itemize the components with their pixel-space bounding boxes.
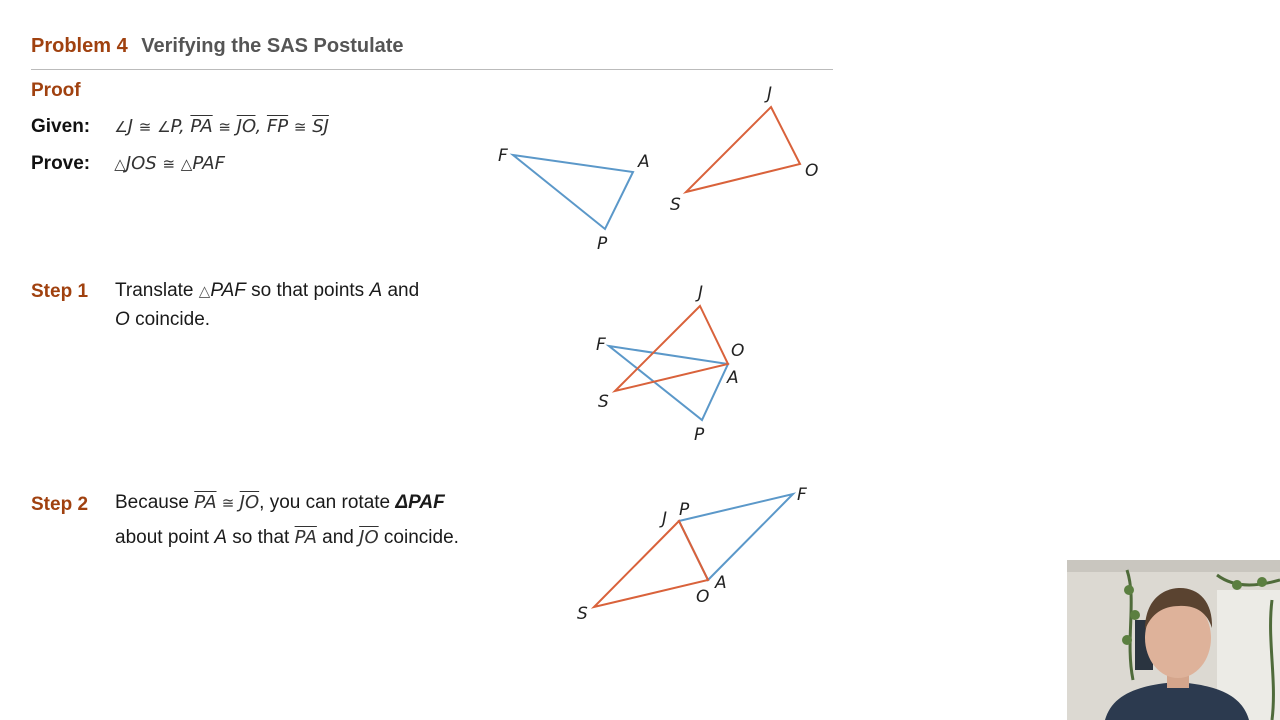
vertex-label-s: S: [577, 604, 588, 624]
webcam-overlay: [1067, 560, 1280, 720]
prove-triangle-1: JOS: [125, 153, 157, 174]
vertex-label-j: J: [662, 509, 668, 529]
step-1-triangle: PAF: [210, 280, 246, 301]
vertex-label-a: A: [638, 152, 650, 172]
step-1-text: Translate △PAF so that points A and O coincide.: [115, 280, 420, 330]
vertex-label-j: J: [698, 283, 704, 303]
given-segment-2: $\overline{JO}$: [236, 116, 256, 137]
step-2-text-f: coincide.: [383, 527, 459, 548]
step-1-text-a: Translate: [115, 280, 194, 301]
vertex-label-j: J: [767, 84, 773, 104]
problem-title: Verifying the SAS Postulate: [141, 35, 404, 57]
step-1-text-c: and: [387, 280, 420, 301]
problem-number: Problem 4: [31, 35, 128, 57]
step-2-text: Because $\overline{PA}$ ≅ $\overline{JO}$, you can rotate ΔPAF about point A so that $\overline{PA}$ and $\overline{JO}$ coincide.: [115, 492, 459, 548]
step-2-label: Step 2: [31, 494, 89, 515]
figure-step-2: [577, 485, 807, 624]
prove-label: Prove:: [31, 153, 91, 174]
vertex-label-s: S: [670, 195, 681, 215]
given-label: Given:: [31, 116, 91, 137]
step-1-label: Step 1: [31, 281, 89, 302]
step-2-text-a: Because: [115, 492, 189, 513]
vertex-label-s: S: [598, 392, 609, 412]
step-2-text-c: about point: [115, 527, 210, 548]
given-segment-3: $\overline{FP}$: [266, 116, 289, 137]
step-2-segment-2: $\overline{JO}$: [239, 492, 260, 513]
step-2-text-d: so that: [232, 527, 290, 548]
triangle-jos-step-2: [594, 521, 708, 607]
step-2-segment-1: $\overline{PA}$: [194, 492, 217, 513]
step-2-text-b: , you can rotate: [259, 492, 391, 513]
prove-triangle-2: PAF: [192, 153, 225, 174]
given-segment-1: $\overline{PA}$: [190, 116, 213, 137]
given-segment-4: $\overline{SJ}$: [312, 116, 329, 137]
proof-label: Proof: [31, 80, 81, 101]
figure-step-1: [596, 283, 744, 445]
vertex-label-p: P: [597, 234, 608, 254]
vertex-label-o: O: [731, 341, 745, 361]
given-angle-1: J: [127, 116, 134, 137]
step-2-point: A: [214, 527, 227, 548]
figure-given-triangles: [498, 84, 818, 254]
vertex-label-a: A: [727, 368, 739, 388]
vertex-label-f: F: [596, 335, 606, 355]
given-angle-2: P: [170, 116, 179, 137]
prove-statement: △JOS ≅ △PAF: [114, 153, 225, 174]
triangle-jos: [686, 107, 800, 192]
vertex-label-f: F: [797, 485, 807, 505]
vertex-label-p: P: [679, 500, 690, 520]
triangle-paf-translated: [609, 346, 728, 420]
step-1-point-2: O: [115, 309, 130, 330]
triangle-paf-rotated: [679, 494, 793, 580]
vertex-label-a: A: [715, 573, 727, 593]
step-2-segment-3: $\overline{PA}$: [294, 527, 317, 548]
vertex-label-o: O: [696, 587, 710, 607]
triangle-paf: [513, 155, 633, 229]
step-2-segment-4: $\overline{JO}$: [359, 527, 379, 548]
step-1-point-1: A: [369, 280, 383, 301]
given-statement: ∠J ≅ ∠P, $\overline{PA}$ ≅ $\overline{JO}$, $\overline{FP}$ ≅ $\overline{SJ}$: [114, 116, 329, 137]
presenter-image: [1067, 560, 1280, 720]
step-2-text-e: and: [322, 527, 354, 548]
step-2-triangle: ΔPAF: [395, 492, 445, 513]
vertex-label-f: F: [498, 146, 508, 166]
step-1-text-d: coincide.: [135, 309, 211, 330]
vertex-label-o: O: [805, 161, 819, 181]
vertex-label-p: P: [694, 425, 705, 445]
step-1-text-b: so that points: [251, 280, 365, 301]
